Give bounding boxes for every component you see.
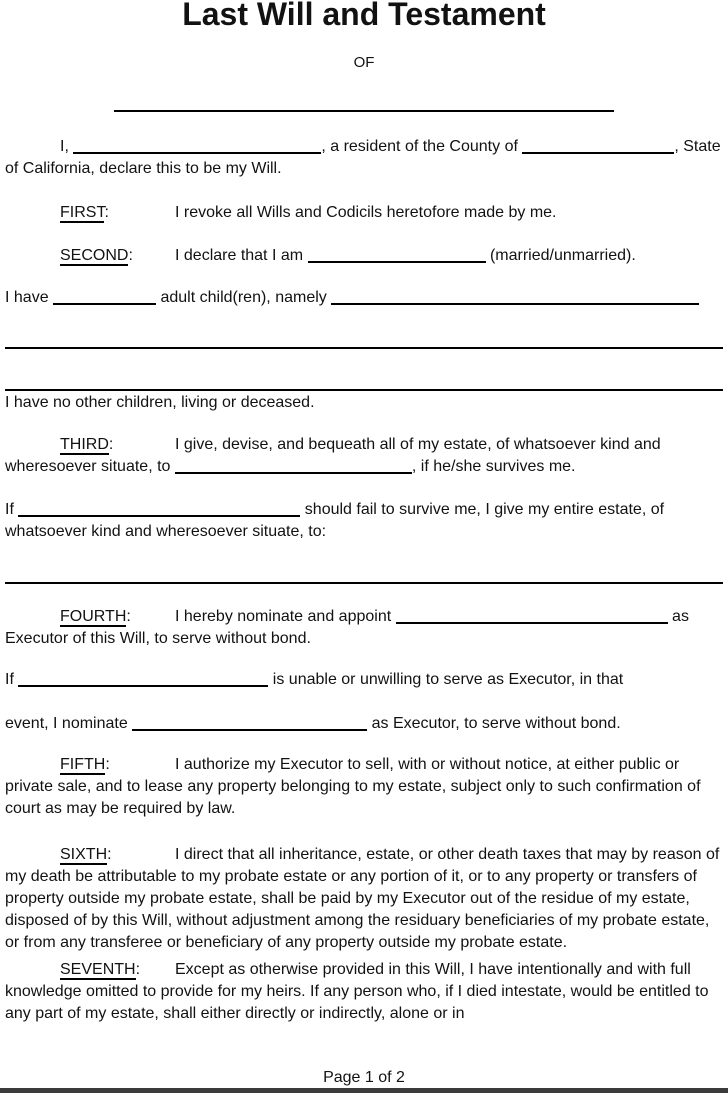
beneficiary-fail-paragraph: If should fail to survive me, I give my entire estate, of whatsoever kind and wheresoever situate, to: bbox=[5, 501, 665, 541]
clause-second-label: SECOND: bbox=[60, 247, 133, 265]
fill-in-blank bbox=[175, 458, 412, 474]
clause-fourth-text: I hereby nominate and appoint as Executor of this Will, to serve without bond. bbox=[5, 608, 689, 648]
clause-fourth bbox=[5, 606, 723, 650]
executor-unable-paragraph: If is unable or unwilling to serve as Executor, in that bbox=[5, 671, 624, 689]
clause-third-text: I give, devise, and bequeath all of my estate, of whatsoever kind and wheresoever situate, to , if he/she survives me. bbox=[5, 436, 661, 476]
blank-line-1 bbox=[5, 347, 723, 349]
clause-first-text: I revoke all Wills and Codicils heretofore made by me. bbox=[175, 204, 557, 222]
fill-in-blank bbox=[132, 715, 367, 731]
intro-paragraph: I, , a resident of the County of , State of California, declare this to be my Will. bbox=[5, 138, 721, 178]
page-footer: Page 1 of 2 bbox=[323, 1069, 405, 1087]
scan-edge-artifact bbox=[0, 1088, 728, 1093]
no-other-children-paragraph: I have no other children, living or deceased. bbox=[5, 394, 315, 412]
fill-in-blank bbox=[18, 671, 268, 687]
clause-first bbox=[5, 202, 723, 224]
blank-line-2 bbox=[5, 389, 723, 391]
clause-sixth-text: I direct that all inheritance, estate, or other death taxes that may by reason of my death be attributable to my probate estate or any portion of it, or to any property or transfers of property outside my probate estate, shall be paid by my Executor out of the residue of my estate, disposed of by this Will, without adjustment among the residuary beneficiaries of my probate estate, or from any transferee or beneficiary of any property outside my probate estate. bbox=[5, 846, 720, 952]
fill-in-blank bbox=[522, 138, 674, 154]
clause-sixth bbox=[5, 844, 723, 954]
fill-in-blank bbox=[396, 608, 668, 624]
clause-fifth-label: FIFTH: bbox=[60, 756, 110, 774]
page-title: Last Will and Testament bbox=[182, 0, 546, 32]
clause-label-text: SECOND bbox=[60, 247, 129, 265]
blank-line-3 bbox=[5, 582, 723, 584]
clause-seventh bbox=[5, 959, 723, 1025]
testator-name-line bbox=[114, 110, 614, 112]
clause-second-text: I declare that I am (married/unmarried). bbox=[175, 247, 636, 265]
clause-label-text: SEVENTH bbox=[60, 961, 136, 979]
fill-in-blank bbox=[331, 289, 699, 305]
clause-seventh-text: Except as otherwise provided in this Will, I have intentionally and with full knowledge omitted to provide for my heirs. If any person who, if I died intestate, would be entitled to any part of my estate, shall either directly or indirectly, alone or in bbox=[5, 961, 709, 1023]
fill-in-blank bbox=[53, 289, 156, 305]
clause-fifth-text: I authorize my Executor to sell, with or without notice, at either public or private sale, and to lease any property belonging to my estate, subject only to such confirmation of court as may be required by law. bbox=[5, 756, 701, 818]
clause-third bbox=[5, 434, 723, 478]
clause-sixth-label: SIXTH: bbox=[60, 846, 112, 864]
clause-second bbox=[5, 245, 723, 267]
clause-label-text: FOURTH bbox=[60, 608, 127, 626]
fill-in-blank bbox=[73, 138, 321, 154]
clause-third-label: THIRD: bbox=[60, 436, 114, 454]
of-label: OF bbox=[353, 54, 375, 72]
clause-seventh-label: SEVENTH: bbox=[60, 961, 141, 979]
clause-fourth-label: FOURTH: bbox=[60, 608, 131, 626]
clause-fifth bbox=[5, 754, 723, 820]
clause-label-text: FIRST bbox=[60, 204, 105, 222]
fill-in-blank bbox=[18, 501, 300, 517]
clause-label-text: SIXTH bbox=[60, 846, 108, 864]
clause-label-text: THIRD bbox=[60, 436, 109, 454]
clause-label-text: FIFTH bbox=[60, 756, 106, 774]
fill-in-blank bbox=[308, 247, 486, 263]
alternate-executor-paragraph: event, I nominate as Executor, to serve without bond. bbox=[5, 715, 621, 733]
clause-first-label: FIRST: bbox=[60, 204, 109, 222]
children-paragraph: I have adult child(ren), namely bbox=[5, 287, 723, 309]
